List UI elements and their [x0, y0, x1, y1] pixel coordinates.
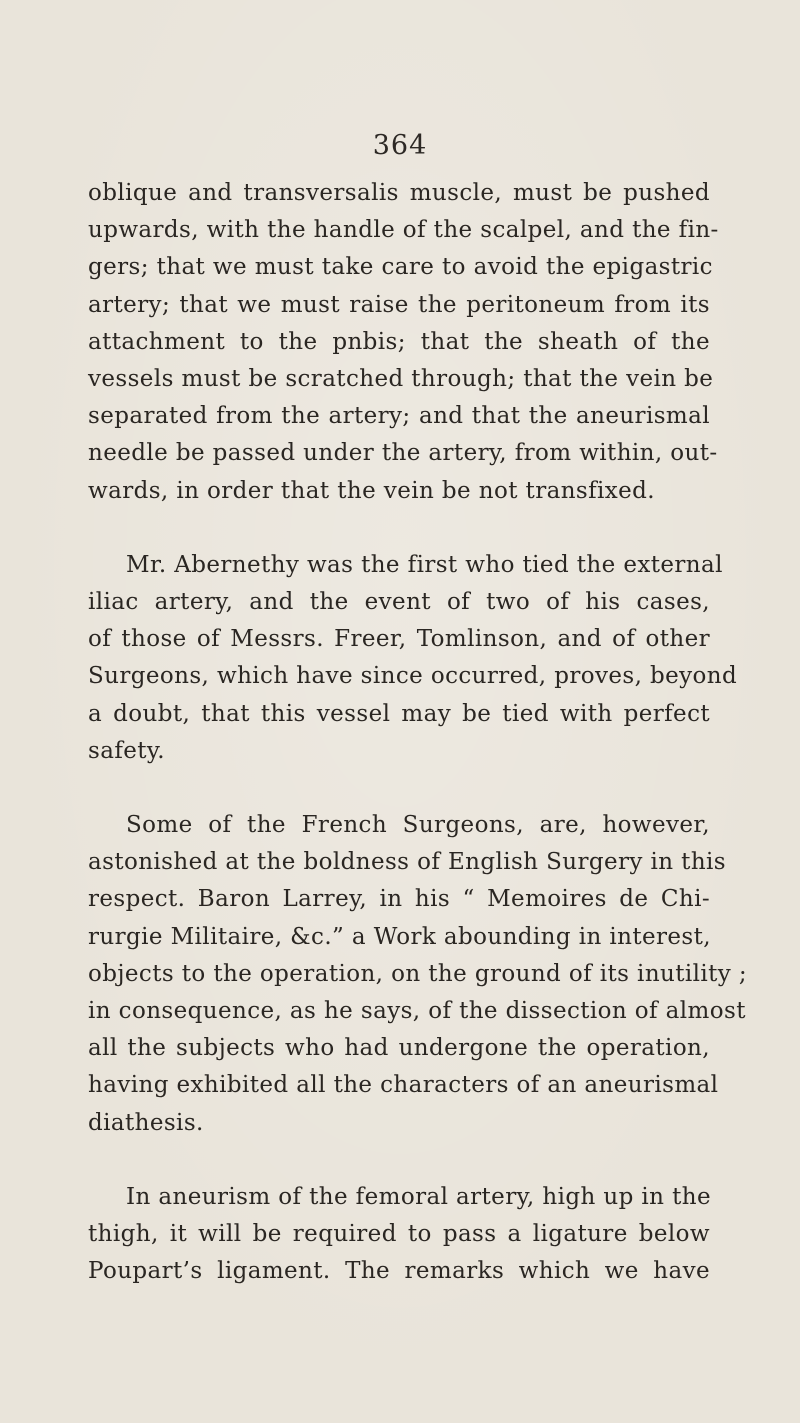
text-line: Poupart’s ligament. The remarks which we have	[88, 1258, 710, 1285]
text-line: vessels must be scratched through; that the vein be	[88, 366, 714, 393]
body-text	[88, 175, 748, 1327]
text-line: upwards, with the handle of the scalpel, and the fin-	[88, 217, 719, 244]
text-line: In aneurism of the femoral artery, high up in the	[126, 1183, 711, 1210]
text-line: Surgeons, which have since occurred, proves, beyond	[88, 663, 738, 690]
text-line: respect. Baron Larrey, in his “ Memoires de Chi-	[88, 886, 710, 913]
text-line: a doubt, that this vessel may be tied with perfect	[88, 700, 710, 727]
text-line: needle be passed under the artery, from within, out-	[88, 440, 718, 467]
text-line: gers; that we must take care to avoid the epigastric	[88, 254, 713, 281]
page-number: 364	[372, 130, 428, 161]
text-line: diathesis.	[88, 1109, 204, 1136]
text-line: Mr. Abernethy was the first who tied the external	[126, 551, 723, 578]
paragraph-3	[88, 807, 748, 1142]
paragraph-2	[88, 547, 738, 770]
text-line: Some of the French Surgeons, are, however,	[126, 812, 710, 839]
text-line: oblique and transversalis muscle, must be pushed	[88, 180, 710, 206]
text-line: wards, in order that the vein be not transfixed.	[88, 477, 655, 504]
text-line: objects to the operation, on the ground of its inutility ;	[88, 960, 748, 987]
text-line: in consequence, as he says, of the dissection of almost	[88, 998, 746, 1025]
text-line: all the subjects who had undergone the operation,	[88, 1035, 710, 1062]
text-line: separated from the artery; and that the aneurismal	[88, 403, 710, 430]
paragraph-4	[88, 1179, 710, 1291]
text-line: of those of Messrs. Freer, Tomlinson, and of other	[88, 626, 710, 653]
text-line: having exhibited all the characters of an aneurismal	[88, 1072, 719, 1099]
text-line: rurgie Militaire, &c.” a Work abounding in interest,	[88, 923, 711, 950]
paragraph-1	[88, 175, 719, 510]
text-line: thigh, it will be required to pass a ligature below	[88, 1221, 710, 1248]
text-line: iliac artery, and the event of two of his cases,	[88, 589, 710, 616]
text-line: attachment to the pnbis; that the sheath of the	[88, 328, 710, 355]
text-line: artery; that we must raise the peritoneum from its	[88, 291, 710, 318]
text-line: safety.	[88, 737, 165, 764]
text-line: astonished at the boldness of English Surgery in this	[88, 849, 726, 876]
